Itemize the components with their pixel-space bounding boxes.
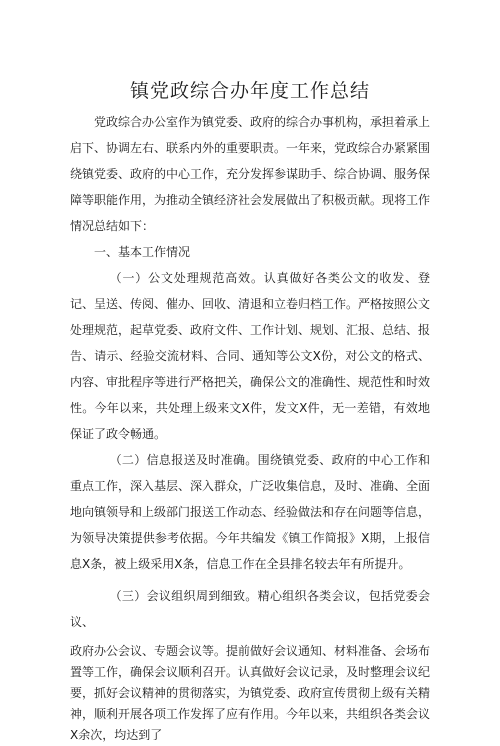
item-paragraph-3-start: （三）会议组织周到细致。精心组织各类会议，包括党委会议、 (70, 589, 430, 629)
page-title: 镇党政综合办年度工作总结 (129, 80, 370, 102)
intro-paragraph: 党政综合办公室作为镇党委、政府的综合办事机构，承担着承上启下、协调左右、联系内外的重要职责。一年来，党政综合办紧紧围绕镇党委、政府的中心工作，充分发挥参谋助手、综合协调、服务保障等职能作用，为推动全镇经济社会发展做出了积极贡献。现将工作情况总结如下： (70, 115, 431, 233)
section-heading: 一、基本工作情况 (94, 245, 191, 259)
item-paragraph-3-rest: 政府办公会议、专题会议等。提前做好会议通知、材料准备、会场布置等工作，确保会议顺利召开。认真做好会议记录，及时整理会议纪要，抓好会议精神的贯彻落实，为镇党委、政府宣传贯彻上级有关精神，顺利开展各项工作发挥了应有作用。今年以来，共组织各类会议X余次，均达到了 (70, 644, 431, 742)
document-body (70, 109, 430, 746)
item-paragraph-1: （一）公文处理规范高效。认真做好各类公文的收发、登记、呈送、传阅、催办、回收、清退和立卷归档工作。严格按照公文处理规范，起草党委、政府文件、工作计划、规划、汇报、总结、报告、请示、经验交流材料、合同、通知等公文X份，对公文的格式、内容、审批程序等进行严格把关，确保公文的准确性、规范性和时效性。今年以来，共处理上级来文X件，发文X件，无一差错，有效地保证了政令畅通。 (70, 271, 431, 441)
item-paragraph-2: （二）信息报送及时准确。围绕镇党委、政府的中心工作和重点工作，深入基层、深入群众，广泛收集信息，及时、准确、全面地向镇领导和上级部门报送工作动态、经验做法和存在问题等信息，为领导决策提供参考依据。今年共编发《镇工作简报》X期，上报信息X条，被上级采用X条，信息工作在全县排名较去年有所提升。 (70, 453, 431, 571)
